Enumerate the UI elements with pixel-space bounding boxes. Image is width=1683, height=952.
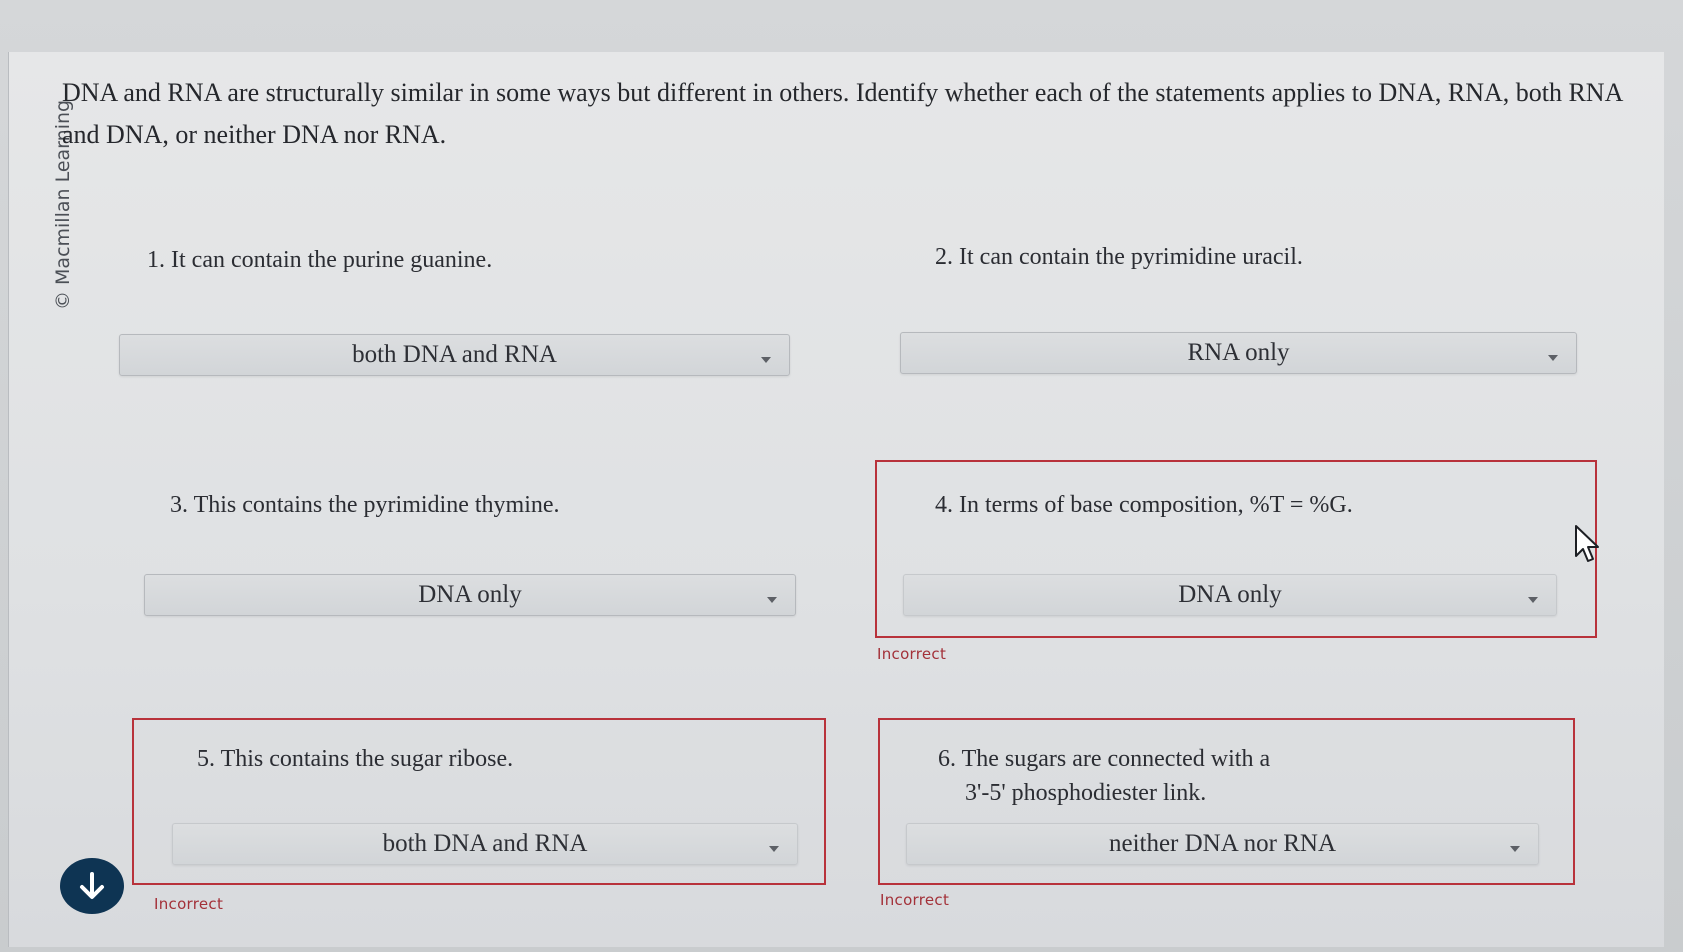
question-4-selected-value: DNA only [1178, 581, 1282, 608]
scroll-down-button[interactable] [60, 858, 124, 914]
question-5-selected-value: both DNA and RNA [382, 830, 588, 857]
question-3-selected-value: DNA only [418, 581, 522, 608]
question-2-text: 2. It can contain the pyrimidine uracil. [935, 244, 1303, 270]
question-3-select[interactable] [144, 574, 796, 616]
chevron-down-icon [761, 357, 771, 363]
question-6-selected-value: neither DNA nor RNA [1108, 830, 1337, 857]
question-intro: DNA and RNA are structurally similar in some ways but different in others. Identify whether each of the statements applies to DNA, RNA, both RNA and DNA, or neither DNA nor RNA. [62, 78, 1622, 149]
chevron-down-icon [1528, 597, 1538, 603]
question-1-select[interactable] [119, 334, 790, 376]
question-6-select[interactable] [906, 823, 1539, 865]
mouse-pointer-icon [1574, 524, 1604, 564]
question-3-text: 3. This contains the pyrimidine thymine. [170, 492, 560, 518]
question-6-feedback: Incorrect [880, 891, 950, 909]
question-2-select[interactable] [900, 332, 1577, 374]
chevron-down-icon [1548, 355, 1558, 361]
arrow-down-icon [75, 869, 109, 903]
question-1-selected-value: both DNA and RNA [352, 341, 557, 368]
question-4-select[interactable] [903, 574, 1557, 616]
question-5-select[interactable] [172, 823, 798, 865]
question-1-text: 1. It can contain the purine guanine. [147, 247, 493, 273]
chevron-down-icon [767, 597, 777, 603]
chevron-down-icon [769, 846, 779, 852]
question-5-text: 5. This contains the sugar ribose. [197, 746, 514, 772]
question-2-selected-value: RNA only [1187, 339, 1290, 366]
question-5-feedback: Incorrect [154, 895, 224, 913]
question-4-feedback: Incorrect [877, 645, 947, 663]
chevron-down-icon [1510, 846, 1520, 852]
question-6-text-line1: 6. The sugars are connected with a [938, 746, 1271, 772]
question-6-text-line2: 3'-5' phosphodiester link. [965, 780, 1207, 806]
question-4-text: 4. In terms of base composition, %T = %G. [935, 492, 1353, 518]
copyright-label: © Macmillan Learning [52, 99, 74, 310]
